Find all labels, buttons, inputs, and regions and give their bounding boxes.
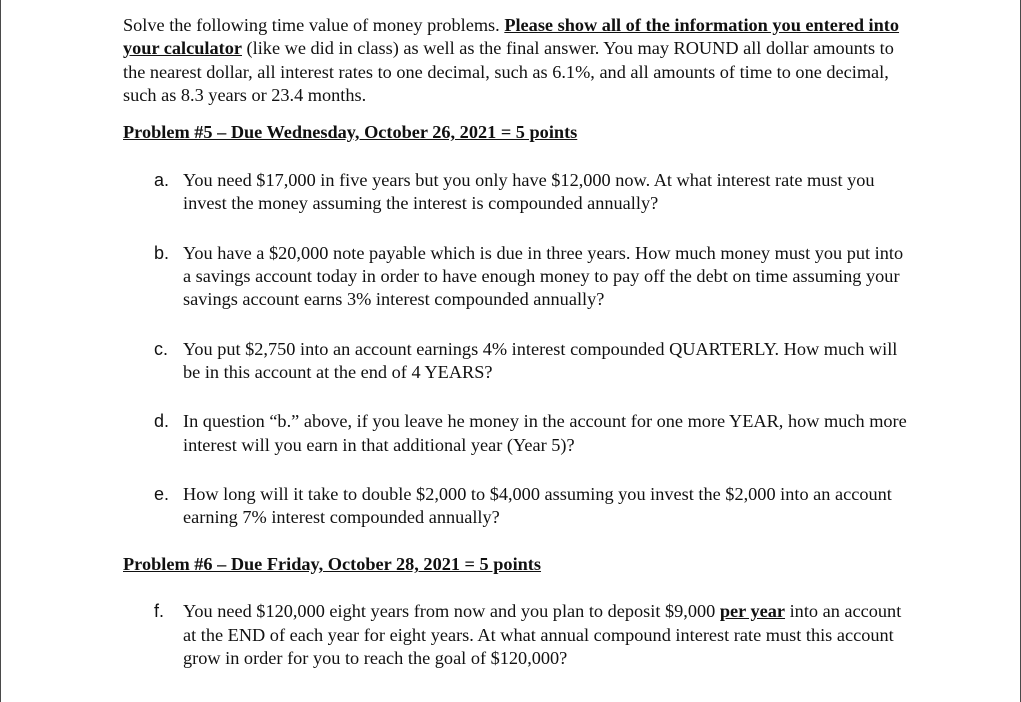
problem-6-list [123, 600, 913, 670]
item-text [183, 601, 901, 668]
page-left-edge [0, 0, 1, 702]
item-text-before: You need $120,000 eight years from now and you plan to deposit $9,000 [183, 601, 720, 622]
problem-item-f [123, 600, 913, 670]
item-marker: c. [154, 338, 169, 359]
item-text: You have a $20,000 note payable which is due in three years. How much money must you put into a savings account today in order to have enough money to pay off the debt on time assuming your savings account earns 3% interest compounded annually? [183, 242, 904, 310]
instructions-emphasis: Please show all of the information you entered into your calculator [123, 15, 900, 59]
item-marker: b. [154, 242, 170, 263]
item-text-emphasis: per year [719, 601, 786, 622]
document-page [123, 14, 913, 670]
problem-5-heading: Problem #5 – Due Wednesday, October 26, 2021 = 5 points [123, 122, 578, 143]
instructions-rest: (like we did in class) as well as the final answer. You may ROUND all dollar amounts to the nearest dollar, all interest rates to one decimal, such as 6.1%, and all amounts of time to one decimal, such as 8.3 years or 23.4 months. [123, 38, 894, 105]
problem-item-e [123, 483, 913, 530]
problem-item-a [123, 169, 913, 216]
item-text: You put $2,750 into an account earnings 4% interest compounded QUARTERLY. How much will be in this account at the end of 4 YEARS? [183, 338, 898, 382]
instructions-lead: Solve the following time value of money problems. [123, 15, 505, 35]
item-marker: a. [154, 170, 170, 191]
item-marker: e. [154, 483, 170, 504]
item-text: In question “b.” above, if you leave he money in the account for one more YEAR, how much more interest will you earn in that additional year (Year 5)? [183, 411, 907, 455]
problem-item-b [123, 242, 913, 312]
problem-6-heading: Problem #6 – Due Friday, October 28, 2021 = 5 points [123, 554, 542, 575]
item-marker: f. [154, 601, 165, 622]
problem-item-d [123, 410, 913, 457]
problem-item-c [123, 338, 913, 385]
item-text: You need $17,000 in five years but you only have $12,000 now. At what interest rate must you invest the money assuming the interest is compounded annually? [183, 170, 875, 214]
item-marker: d. [154, 411, 170, 432]
problem-5-list [123, 169, 913, 529]
item-text-after: into an account at the END of each year for eight years. At what annual compound interest rate must this account grow in order for you to reach the goal of $120,000? [183, 601, 902, 669]
instructions-paragraph [123, 14, 913, 107]
item-text: How long will it take to double $2,000 to $4,000 assuming you invest the $2,000 into an account earning 7% interest compounded annually? [183, 483, 892, 528]
